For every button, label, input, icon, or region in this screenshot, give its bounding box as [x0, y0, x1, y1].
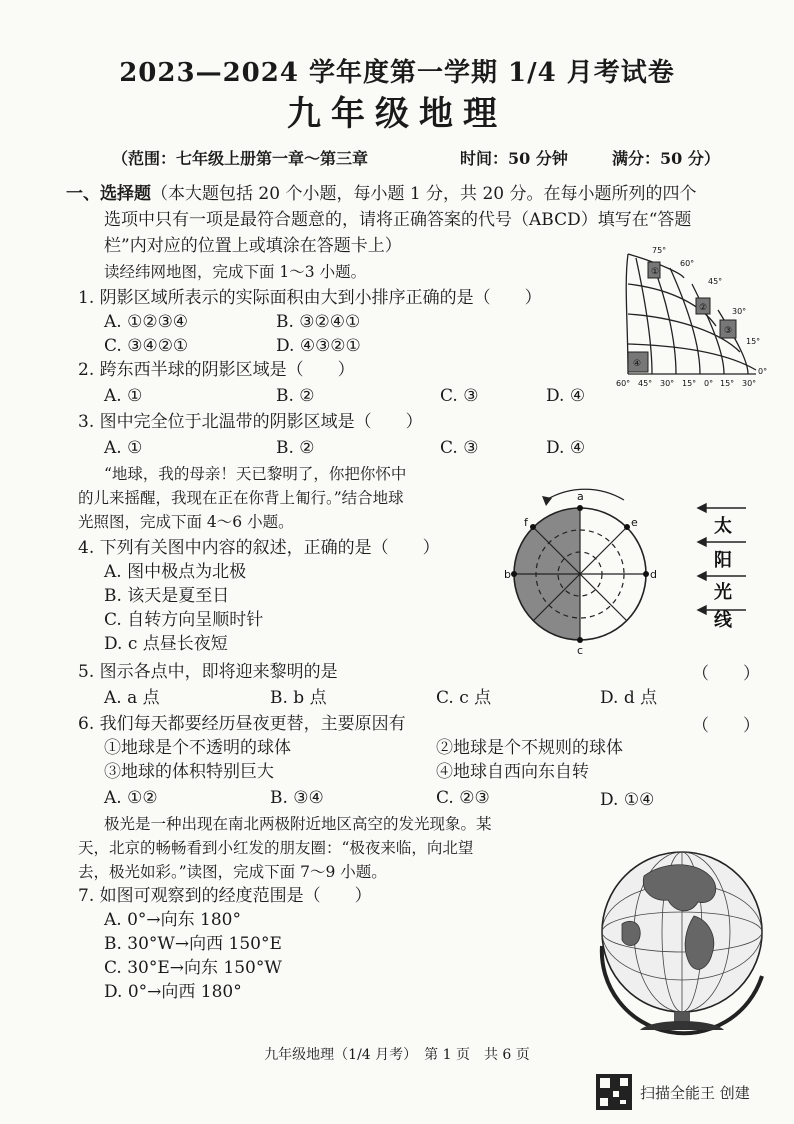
q6-option-c[interactable]: C. ②③ — [436, 788, 490, 808]
q4-option-a[interactable]: A. 图中极点为北极 — [104, 562, 247, 582]
section-intro-line3: 栏”内对应的位置上或填涂在答题卡上） — [104, 236, 402, 256]
q7-option-b[interactable]: B. 30°W→向西 150°E — [104, 934, 282, 954]
q2-option-d[interactable]: D. ④ — [546, 386, 586, 406]
lat-label: 0° — [758, 367, 768, 376]
lat-label: 75° — [652, 246, 667, 255]
lat-label: 60° — [680, 259, 695, 268]
q1-option-d[interactable]: D. ④③②① — [276, 336, 361, 356]
q7-option-a[interactable]: A. 0°→向东 180° — [104, 910, 241, 930]
exam-title: 2023—2024 学年度第一学期 1/4 月考试卷 — [119, 58, 675, 88]
globe-stand-base — [640, 1021, 724, 1030]
q7-option-c[interactable]: C. 30°E→向东 150°W — [104, 958, 282, 978]
sun-text: 光 — [714, 582, 732, 603]
q4-option-b[interactable]: B. 该天是夏至日 — [104, 586, 230, 606]
q6-text: 6. 我们每天都要经历昼夜更替，主要原因有 — [78, 714, 406, 734]
group2-stem-line2: 的儿来摇醒，我现在正在你背上匍行。”结合地球 — [78, 489, 404, 507]
subject-title: 九年级地理 — [287, 94, 507, 134]
q6-statement-1: ①地球是个不透明的球体 — [104, 738, 291, 758]
q3-option-c[interactable]: C. ③ — [440, 438, 479, 458]
q3-option-d[interactable]: D. ④ — [546, 438, 586, 458]
page-footer: 九年级地理（1/4 月考） 第 1 页 共 6 页 — [264, 1047, 530, 1063]
lat-label: 45° — [708, 277, 723, 286]
lon-label: 30° — [742, 379, 757, 388]
q6-option-b[interactable]: B. ③④ — [270, 788, 324, 808]
scanner-watermark: 扫描全能王 创建 — [640, 1084, 750, 1102]
q5-text: 5. 图示各点中，即将迎来黎明的是 — [78, 662, 338, 682]
sun-text: 太 — [714, 516, 732, 537]
q6-answer-bracket[interactable]: （ ） — [692, 716, 760, 736]
q4-option-d[interactable]: D. c 点昼长夜短 — [104, 634, 228, 654]
q3-option-b[interactable]: B. ② — [276, 438, 315, 458]
point-label-e: e — [631, 516, 638, 529]
point-label-c: c — [577, 644, 584, 656]
qr-code-icon — [596, 1074, 632, 1110]
q5-option-d[interactable]: D. d 点 — [600, 688, 658, 708]
point-label-d: d — [650, 568, 657, 581]
sun-rays — [672, 498, 752, 628]
lon-label: 15° — [682, 379, 697, 388]
q2-text: 2. 跨东西半球的阴影区域是（ ） — [78, 360, 355, 380]
earth-illumination-diagram — [500, 486, 670, 656]
q5-option-b[interactable]: B. b 点 — [270, 688, 327, 708]
exam-scope: （范围：七年级上册第一章～第三章 — [112, 149, 369, 168]
q4-option-c[interactable]: C. 自转方向呈顺时针 — [104, 610, 264, 630]
lat-label: 15° — [746, 337, 761, 346]
section-heading: 一、选择题 — [66, 184, 151, 204]
q5-answer-bracket[interactable]: （ ） — [692, 664, 760, 684]
globe-stand-neck — [674, 1012, 690, 1022]
globe-illustration — [582, 836, 778, 1036]
lon-label: 0° — [704, 379, 714, 388]
region-label-2: ② — [699, 303, 708, 313]
q2-option-c[interactable]: C. ③ — [440, 386, 479, 406]
q5-option-a[interactable]: A. a 点 — [104, 688, 160, 708]
q1-option-a[interactable]: A. ①②③④ — [104, 312, 189, 332]
lon-label: 60° — [616, 379, 631, 388]
group3-stem-line2: 天，北京的畅畅看到小红发的朋友圈：“极夜来临，向北望 — [78, 839, 474, 857]
lat-label: 30° — [732, 307, 747, 316]
region-label-4: ④ — [633, 359, 642, 369]
q6-statement-3: ③地球的体积特别巨大 — [104, 762, 274, 782]
section-intro-line1 — [66, 182, 697, 206]
section-intro-line2: 选项中只有一项是最符合题意的，请将正确答案的代号（ABCD）填写在“答题 — [104, 210, 692, 230]
q6-statement-4: ④地球自西向东自转 — [436, 762, 589, 782]
lon-label: 15° — [720, 379, 735, 388]
region-label-1: ① — [651, 267, 660, 277]
group2-stem-line1: “地球，我的母亲！天已黎明了，你把你怀中 — [104, 465, 407, 483]
rotation-arrow — [546, 489, 624, 500]
q2-option-a[interactable]: A. ① — [104, 386, 143, 406]
lon-label: 45° — [638, 379, 653, 388]
q1-option-c[interactable]: C. ③④②① — [104, 336, 189, 356]
sun-text: 线 — [714, 610, 732, 628]
q5-option-c[interactable]: C. c 点 — [436, 688, 492, 708]
q1-text: 1. 阴影区域所表示的实际面积由大到小排序正确的是（ ） — [78, 288, 542, 308]
q3-text: 3. 图中完全位于北温带的阴影区域是（ ） — [78, 412, 423, 432]
q3-option-a[interactable]: A. ① — [104, 438, 143, 458]
q7-text: 7. 如图可观察到的经度范围是（ ） — [78, 886, 372, 906]
q4-text: 4. 下列有关图中内容的叙述，正确的是（ ） — [78, 538, 440, 558]
q6-statement-2: ②地球是个不规则的球体 — [436, 738, 623, 758]
q6-option-a[interactable]: A. ①② — [104, 788, 158, 808]
q1-option-b[interactable]: B. ③②④① — [276, 312, 361, 332]
point-label-b: b — [504, 568, 511, 581]
q2-option-b[interactable]: B. ② — [276, 386, 315, 406]
group3-stem-line3: 去，极光如彩。”读图，完成下面 7～9 小题。 — [78, 863, 387, 881]
lon-label: 30° — [660, 379, 675, 388]
q7-option-d[interactable]: D. 0°→向西 180° — [104, 982, 242, 1002]
point-label-a: a — [577, 490, 584, 503]
group1-stem: 读经纬网地图，完成下面 1～3 小题。 — [104, 263, 367, 281]
exam-time: 时间：50 分钟 — [460, 149, 568, 168]
graticule-map — [612, 244, 776, 390]
exam-score: 满分：50 分） — [612, 149, 720, 168]
region-label-3: ③ — [724, 326, 733, 336]
group3-stem-line1: 极光是一种出现在南北两极附近地区高空的发光现象。某 — [104, 815, 492, 833]
q6-option-d[interactable]: D. ①④ — [600, 790, 655, 810]
section-intro-text: （本大题包括 20 个小题，每小题 1 分，共 20 分。在每小题所列的四个 — [151, 184, 697, 204]
sun-text: 阳 — [714, 550, 732, 571]
point-label-f: f — [524, 516, 528, 529]
group2-stem-line3: 光照图，完成下面 4～6 小题。 — [78, 513, 294, 531]
